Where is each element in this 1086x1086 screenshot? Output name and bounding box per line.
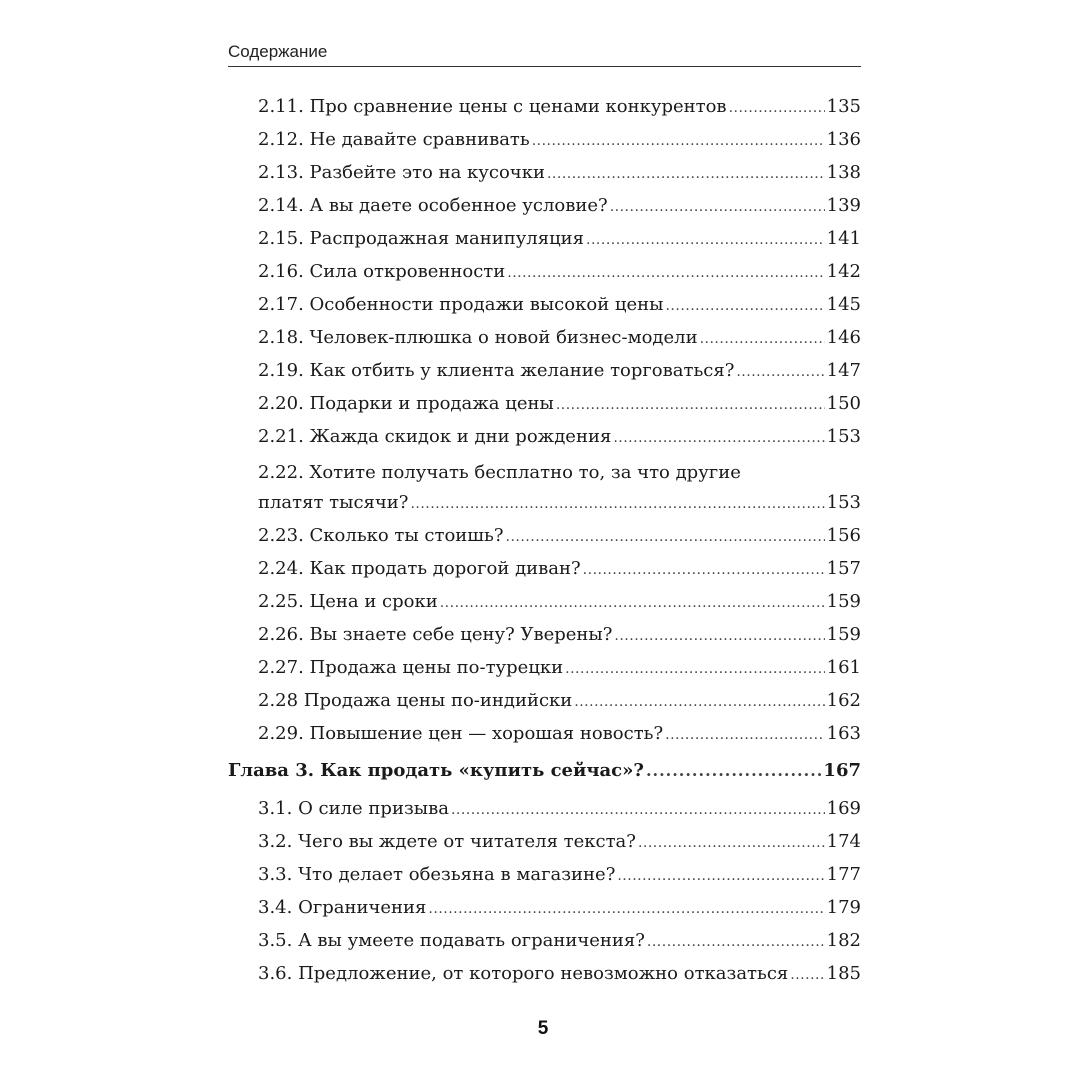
toc-entry-title: 2.21. Жажда скидок и дни рождения xyxy=(258,426,612,447)
toc-entry[interactable] xyxy=(228,792,861,825)
toc-entry-page: 153 xyxy=(826,492,861,513)
toc-entry[interactable] xyxy=(228,420,861,453)
dot-leader xyxy=(556,387,825,422)
toc-entry[interactable] xyxy=(228,387,861,420)
toc-entry-page: 142 xyxy=(826,261,861,282)
toc-entry-title: 3.6. Предложение, от которого невозможно отказаться xyxy=(258,963,789,984)
toc-entry[interactable] xyxy=(228,519,861,552)
toc-entry-page: 182 xyxy=(826,930,861,951)
toc-entry-title: 3.1. О силе призыва xyxy=(258,798,449,819)
toc-entry[interactable] xyxy=(228,90,861,123)
toc-entry[interactable] xyxy=(228,717,861,750)
toc-entry-page: 177 xyxy=(826,864,861,885)
toc-entry-page: 174 xyxy=(826,831,861,852)
toc-entry-title: 2.26. Вы знаете себе цену? Уверены? xyxy=(258,624,613,645)
dot-leader xyxy=(613,420,824,455)
toc-entry-page: 156 xyxy=(826,525,861,546)
toc-entry[interactable] xyxy=(228,924,861,957)
toc-entry-title-line1: 2.22. Хотите получать бесплатно то, за что другие xyxy=(258,462,741,483)
dot-leader xyxy=(565,651,825,686)
dot-leader xyxy=(729,90,825,125)
toc-entry[interactable] xyxy=(228,684,861,717)
toc-entry-page: 169 xyxy=(826,798,861,819)
dot-leader xyxy=(547,156,825,191)
toc-entry[interactable] xyxy=(228,321,861,354)
toc-entry-title: 3.3. Что делает обезьяна в магазине? xyxy=(258,864,616,885)
toc-entry-title: 2.19. Как отбить у клиента желание торговаться? xyxy=(258,360,735,381)
toc-entry-title: 2.23. Сколько ты стоишь? xyxy=(258,525,504,546)
toc-entry-page: 159 xyxy=(826,591,861,612)
toc-entry-title: 2.15. Распродажная манипуляция xyxy=(258,228,585,249)
toc-entry-page: 163 xyxy=(826,723,861,744)
table-of-contents xyxy=(228,90,861,990)
toc-chapter-heading[interactable] xyxy=(228,752,861,790)
toc-entry[interactable] xyxy=(228,891,861,924)
toc-entry-wrapped[interactable] xyxy=(228,453,861,519)
running-header xyxy=(228,36,861,67)
dot-leader xyxy=(610,189,825,224)
dot-leader xyxy=(507,255,824,290)
toc-entry-title: 2.24. Как продать дорогой диван? xyxy=(258,558,581,579)
toc-entry[interactable] xyxy=(228,255,861,288)
toc-entry[interactable] xyxy=(228,288,861,321)
toc-entry-title: 2.27. Продажа цены по-турецки xyxy=(258,657,564,678)
toc-entry-page: 185 xyxy=(826,963,861,984)
toc-entry-page: 179 xyxy=(826,897,861,918)
toc-entry-title: 2.20. Подарки и продажа цены xyxy=(258,393,554,414)
toc-entry[interactable] xyxy=(228,123,861,156)
page-number: 5 xyxy=(537,1018,549,1039)
toc-entry-page: 139 xyxy=(826,195,861,216)
toc-entry-page: 138 xyxy=(826,162,861,183)
toc-entry-page: 147 xyxy=(826,360,861,381)
toc-entry-title: 3.4. Ограничения xyxy=(258,897,427,918)
toc-entry-title: 2.14. А вы даете особенное условие? xyxy=(258,195,608,216)
toc-entry-page: 162 xyxy=(826,690,861,711)
toc-entry-page: 157 xyxy=(826,558,861,579)
toc-entry[interactable] xyxy=(228,651,861,684)
toc-entry[interactable] xyxy=(228,618,861,651)
toc-entry[interactable] xyxy=(228,354,861,387)
toc-entry[interactable] xyxy=(228,858,861,891)
dot-leader xyxy=(532,123,825,158)
toc-entry-title: 2.13. Разбейте это на кусочки xyxy=(258,162,545,183)
dot-leader xyxy=(617,858,824,893)
dot-leader xyxy=(647,924,825,959)
chapter-title: Глава 3. Как продать «купить сейчас»? xyxy=(228,760,644,781)
toc-entry-title: 2.16. Сила откровенности xyxy=(258,261,506,282)
toc-entry[interactable] xyxy=(228,585,861,618)
toc-entry-title: 3.2. Чего вы ждете от читателя текста? xyxy=(258,831,636,852)
dot-leader xyxy=(790,957,824,992)
toc-entry-title: 2.12. Не давайте сравнивать xyxy=(258,129,530,150)
dot-leader xyxy=(700,321,825,356)
dot-leader xyxy=(614,618,824,653)
toc-entry-title: 2.29. Повышение цен — хорошая новость? xyxy=(258,723,664,744)
toc-entry-title: 2.11. Про сравнение цены с ценами конкурентов xyxy=(258,96,727,117)
dot-leader xyxy=(451,792,825,827)
toc-entry-page: 161 xyxy=(826,657,861,678)
toc-entry[interactable] xyxy=(228,825,861,858)
toc-entry[interactable] xyxy=(228,189,861,222)
toc-entry-page: 150 xyxy=(826,393,861,414)
dot-leader xyxy=(736,354,824,389)
dot-leader xyxy=(646,752,821,790)
toc-entry-title: 2.18. Человек-плюшка о новой бизнес-модели xyxy=(258,327,698,348)
dot-leader xyxy=(583,552,825,587)
toc-entry-title: 2.28 Продажа цены по-индийски xyxy=(258,690,573,711)
dot-leader xyxy=(428,891,824,926)
toc-entry-page: 136 xyxy=(826,129,861,150)
chapter-page: 167 xyxy=(823,760,861,781)
toc-entry-title-line2: платят тысячи? xyxy=(258,492,409,513)
toc-entry[interactable] xyxy=(228,957,861,990)
dot-leader xyxy=(665,288,824,323)
toc-entry-page: 153 xyxy=(826,426,861,447)
dot-leader xyxy=(665,717,825,752)
header-title: Содержание xyxy=(228,42,328,61)
toc-entry-page: 141 xyxy=(826,228,861,249)
dot-leader xyxy=(440,585,825,620)
toc-entry[interactable] xyxy=(228,222,861,255)
dot-leader xyxy=(586,222,825,257)
toc-entry-page: 146 xyxy=(826,327,861,348)
dot-leader xyxy=(410,486,824,521)
dot-leader xyxy=(506,519,825,554)
toc-entry-page: 159 xyxy=(826,624,861,645)
toc-entry-page: 135 xyxy=(826,96,861,117)
toc-entry-title: 3.5. А вы умеете подавать ограничения? xyxy=(258,930,645,951)
toc-entry-page: 145 xyxy=(826,294,861,315)
toc-entry[interactable] xyxy=(228,552,861,585)
toc-entry-title: 2.25. Цена и сроки xyxy=(258,591,438,612)
toc-entry[interactable] xyxy=(228,156,861,189)
toc-entry-title: 2.17. Особенности продажи высокой цены xyxy=(258,294,664,315)
dot-leader xyxy=(574,684,824,719)
dot-leader xyxy=(638,825,825,860)
